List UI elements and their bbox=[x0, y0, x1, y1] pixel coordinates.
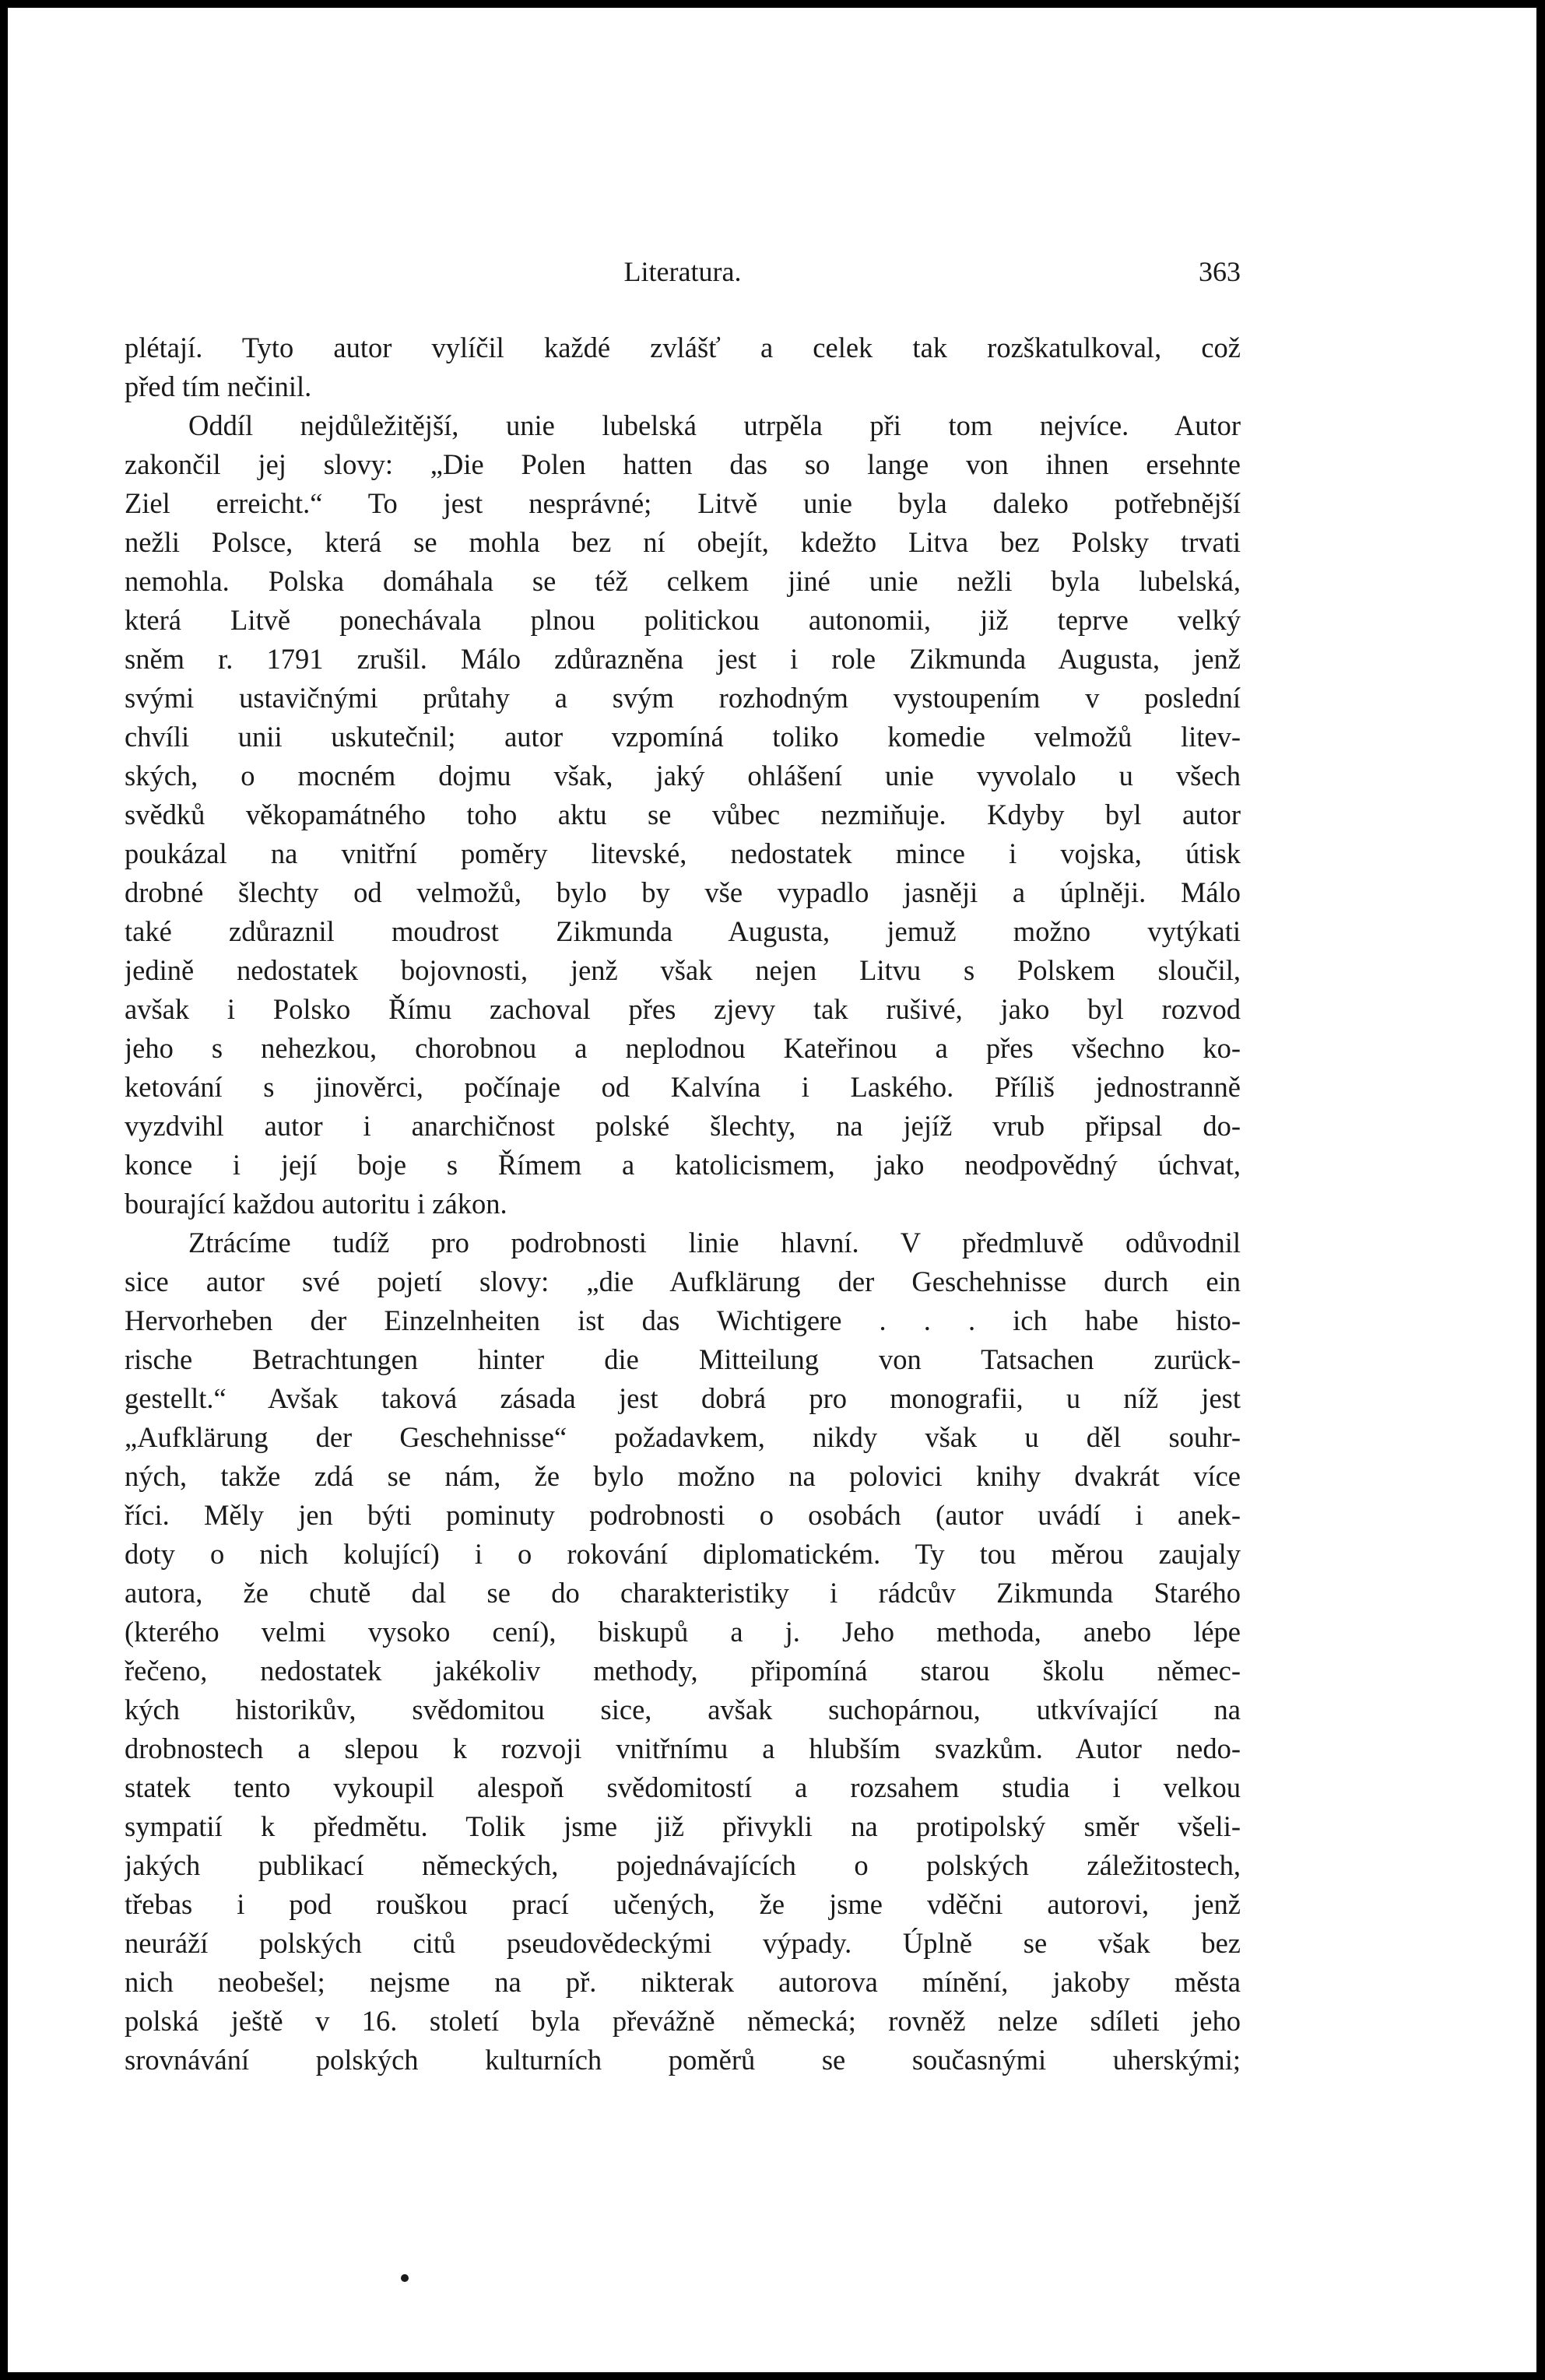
text-line: chvíli unii uskutečnil; autor vzpomíná toliko komedie velmožů litev- bbox=[125, 721, 1241, 753]
text-line: také zdůraznil moudrost Zikmunda Augusta, jemuž možno vytýkati bbox=[125, 915, 1241, 947]
text-line: svědků věkopamátného toho aktu se vůbec nezmiňuje. Kdyby byl autor bbox=[125, 799, 1241, 830]
text-line: ných, takže zdá se nám, že bylo možno na polovici knihy dvakrát více bbox=[125, 1460, 1241, 1492]
page-number: 363 bbox=[1199, 256, 1241, 287]
text-line: jeho s nehezkou, chorobnou a neplodnou Kateřinou a přes všechno ko- bbox=[125, 1032, 1241, 1064]
text-line: vyzdvihl autor i anarchičnost polské šlechty, na jejíž vrub připsal do- bbox=[125, 1110, 1241, 1142]
text-line: říci. Měly jen býti pominuty podrobnosti o osobách (autor uvádí i anek- bbox=[125, 1499, 1241, 1531]
text-line: nežli Polsce, která se mohla bez ní obejít, kdežto Litva bez Polsky trvati bbox=[125, 526, 1241, 558]
body-text bbox=[125, 328, 1241, 2080]
text-line: nemohla. Polska domáhala se též celkem jiné unie nežli byla lubelská, bbox=[125, 565, 1241, 597]
text-line: (kterého velmi vysoko cení), biskupů a j. Jeho methoda, anebo lépe bbox=[125, 1616, 1241, 1648]
text-line: zakončil jej slovy: „Die Polen hatten das so lange von ihnen ersehnte bbox=[125, 448, 1241, 480]
text-line: Ztrácíme tudíž pro podrobnosti linie hlavní. V předmluvě odůvodnil bbox=[188, 1227, 1241, 1258]
text-line: autora, že chutě dal se do charakteristiky i rádcův Zikmunda Starého bbox=[125, 1577, 1241, 1609]
text-line: doty o nich kolující) i o rokování diplomatickém. Ty tou měrou zaujaly bbox=[125, 1538, 1241, 1570]
text-line: konce i její boje s Římem a katolicismem, jako neodpovědný úchvat, bbox=[125, 1149, 1241, 1181]
text-line: sympatií k předmětu. Tolik jsme již přivykli na protipolský směr všeli- bbox=[125, 1810, 1241, 1842]
text-line: ketování s jinověrci, počínaje od Kalvína i Laského. Příliš jednostranně bbox=[125, 1071, 1241, 1103]
text-line: srovnávání polských kulturních poměrů se současnými uherskými; bbox=[125, 2044, 1241, 2076]
text-line: svými ustavičnými průtahy a svým rozhodným vystoupením v poslední bbox=[125, 682, 1241, 714]
text-line: před tím nečinil. bbox=[125, 370, 312, 402]
text-line: jedině nedostatek bojovnosti, jenž však nejen Litvu s Polskem sloučil, bbox=[125, 954, 1241, 986]
text-line: Hervorheben der Einzelnheiten ist das Wichtigere . . . ich habe histo- bbox=[125, 1304, 1241, 1336]
bullet-mark bbox=[401, 2274, 409, 2282]
text-line: „Aufklärung der Geschehnisse“ požadavkem, nikdy však u děl souhr- bbox=[125, 1421, 1241, 1453]
text-line: avšak i Polsko Římu zachoval přes zjevy tak rušivé, jako byl rozvod bbox=[125, 993, 1241, 1025]
running-head bbox=[125, 255, 1241, 294]
text-line: sněm r. 1791 zrušil. Málo zdůrazněna jest i role Zikmunda Augusta, jenž bbox=[125, 643, 1241, 675]
text-line: bourající každou autoritu i zákon. bbox=[125, 1188, 507, 1220]
book-page bbox=[8, 8, 1536, 2372]
text-line: která Litvě ponechávala plnou politickou autonomii, již teprve velký bbox=[125, 604, 1241, 636]
text-line: statek tento vykoupil alespoň svědomitostí a rozsahem studia i velkou bbox=[125, 1771, 1241, 1803]
text-line: Oddíl nejdůležitější, unie lubelská utrpěla při tom nejvíce. Autor bbox=[188, 409, 1241, 441]
text-line: plétají. Tyto autor vylíčil každé zvlášť a celek tak rozškatulkoval, což bbox=[125, 332, 1241, 363]
text-line: jakých publikací německých, pojednávajících o polských záležitostech, bbox=[125, 1849, 1241, 1881]
running-title: Literatura. bbox=[623, 256, 742, 287]
text-line: kých historikův, svědomitou sice, avšak suchopárnou, utkvívající na bbox=[125, 1694, 1241, 1725]
text-line: drobné šlechty od velmožů, bylo by vše vypadlo jasněji a úplněji. Málo bbox=[125, 876, 1241, 908]
text-line: řečeno, nedostatek jakékoliv methody, připomíná starou školu němec- bbox=[125, 1655, 1241, 1687]
text-line: nich neobešel; nejsme na př. nikterak autorova mínění, jakoby města bbox=[125, 1966, 1241, 1998]
text-line: třebas i pod rouškou prací učených, že jsme vděčni autorovi, jenž bbox=[125, 1888, 1241, 1920]
text-line: Ziel erreicht.“ To jest nesprávné; Litvě unie byla daleko potřebnější bbox=[125, 487, 1241, 519]
text-line: poukázal na vnitřní poměry litevské, nedostatek mince i vojska, útisk bbox=[125, 837, 1241, 869]
text-line: sice autor své pojetí slovy: „die Aufklärung der Geschehnisse durch ein bbox=[125, 1265, 1241, 1297]
text-line: neuráží polských citů pseudovědeckými výpady. Úplně se však bez bbox=[125, 1927, 1241, 1959]
text-line: rische Betrachtungen hinter die Mitteilung von Tatsachen zurück- bbox=[125, 1343, 1241, 1375]
text-line: drobnostech a slepou k rozvoji vnitřnímu a hlubším svazkům. Autor nedo- bbox=[125, 1732, 1241, 1764]
text-line: ských, o mocném dojmu však, jaký ohlášení unie vyvolalo u všech bbox=[125, 760, 1241, 792]
text-line: polská ještě v 16. století byla převážně německá; rovněž nelze sdíleti jeho bbox=[125, 2005, 1241, 2037]
text-line: gestellt.“ Avšak taková zásada jest dobrá pro monografii, u níž jest bbox=[125, 1382, 1241, 1414]
